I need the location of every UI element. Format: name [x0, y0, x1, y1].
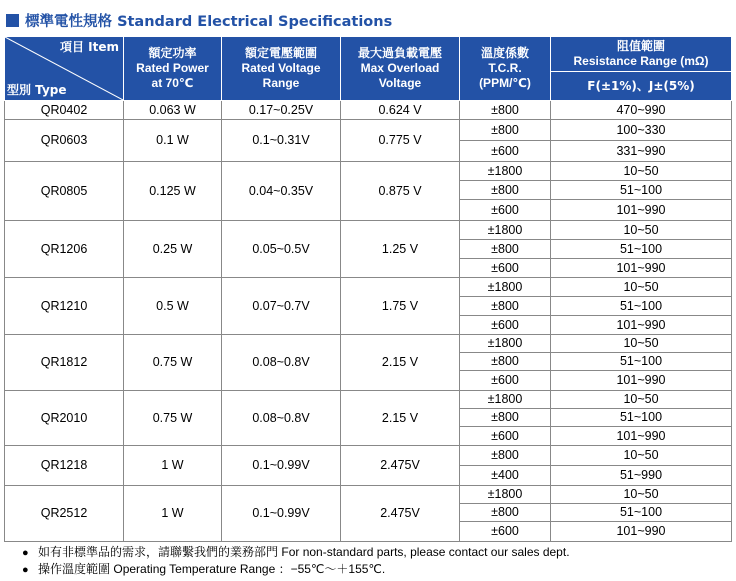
voltage-cell: 0.05~0.5V: [222, 221, 341, 278]
overload-cell: 2.475V: [341, 446, 460, 486]
power-cell: 0.25 W: [124, 221, 222, 278]
voltage-cell: 0.1~0.31V: [222, 120, 341, 162]
tcr-cell: ±1800: [460, 335, 551, 353]
resistance-cell: 101~990: [551, 371, 732, 391]
table-row: [5, 162, 732, 181]
resistance-cell: 10~50: [551, 486, 732, 504]
tcr-cell: ±1800: [460, 221, 551, 240]
resistance-cell: 10~50: [551, 446, 732, 466]
table-row: [5, 221, 732, 240]
tcr-cell: ±800: [460, 446, 551, 466]
voltage-cell: 0.1~0.99V: [222, 486, 341, 542]
header-type-label: 型別 Type: [7, 83, 67, 97]
resistance-cell: 51~990: [551, 466, 732, 486]
resistance-cell: 10~50: [551, 162, 732, 181]
voltage-cell: 0.04~0.35V: [222, 162, 341, 221]
table-row: [5, 391, 732, 409]
header-resistance-tolerance: F(±1%)、J±(5%): [551, 72, 732, 101]
overload-cell: 0.775 V: [341, 120, 460, 162]
tcr-cell: ±600: [460, 371, 551, 391]
power-cell: 0.1 W: [124, 120, 222, 162]
tcr-cell: ±600: [460, 200, 551, 221]
title-cn: 標準電性規格: [25, 14, 112, 30]
header-rated-power: 額定功率 Rated Power at 70℃: [124, 37, 222, 101]
tcr-cell: ±800: [460, 181, 551, 200]
overload-cell: 1.25 V: [341, 221, 460, 278]
voltage-cell: 0.08~0.8V: [222, 335, 341, 391]
header-rated-voltage: 額定電壓範圍 Rated Voltage Range: [222, 37, 341, 101]
tcr-cell: ±1800: [460, 162, 551, 181]
header-tcr: 溫度係數 T.C.R. (PPM/℃): [460, 37, 551, 101]
resistance-cell: 51~100: [551, 504, 732, 522]
power-cell: 1 W: [124, 446, 222, 486]
type-cell: QR2512: [5, 486, 124, 542]
tcr-cell: ±1800: [460, 486, 551, 504]
overload-cell: 1.75 V: [341, 278, 460, 335]
voltage-cell: 0.08~0.8V: [222, 391, 341, 446]
bullet-icon: ●: [22, 564, 29, 576]
resistance-cell: 51~100: [551, 409, 732, 427]
voltage-cell: 0.1~0.99V: [222, 446, 341, 486]
power-cell: 0.75 W: [124, 391, 222, 446]
footnotes: [22, 544, 570, 578]
type-cell: QR0603: [5, 120, 124, 162]
tcr-cell: ±800: [460, 120, 551, 141]
table-row: [5, 101, 732, 120]
resistance-cell: 101~990: [551, 522, 732, 542]
title-en: Standard Electrical Specifications: [117, 14, 393, 30]
resistance-cell: 101~990: [551, 427, 732, 446]
type-cell: QR1210: [5, 278, 124, 335]
resistance-cell: 331~990: [551, 141, 732, 162]
overload-cell: 2.15 V: [341, 391, 460, 446]
type-cell: QR1812: [5, 335, 124, 391]
tcr-cell: ±800: [460, 504, 551, 522]
tcr-cell: ±600: [460, 259, 551, 278]
resistance-cell: 51~100: [551, 297, 732, 316]
power-cell: 0.125 W: [124, 162, 222, 221]
resistance-cell: 10~50: [551, 278, 732, 297]
title-square-icon: [6, 14, 19, 27]
type-cell: QR0805: [5, 162, 124, 221]
note-item: ● 如有非標準品的需求，請聯繫我們的業務部門 For non-standard parts, please contact our sales dept.: [22, 545, 570, 559]
resistance-cell: 10~50: [551, 221, 732, 240]
resistance-cell: 10~50: [551, 335, 732, 353]
type-cell: QR1206: [5, 221, 124, 278]
type-cell: QR1218: [5, 446, 124, 486]
resistance-cell: 101~990: [551, 200, 732, 221]
tcr-cell: ±800: [460, 353, 551, 371]
table-row: [5, 335, 732, 353]
table-row: [5, 446, 732, 466]
spec-table-body: [5, 101, 732, 542]
resistance-cell: 100~330: [551, 120, 732, 141]
table-row: [5, 486, 732, 504]
power-cell: 1 W: [124, 486, 222, 542]
tcr-cell: ±600: [460, 427, 551, 446]
resistance-cell: 10~50: [551, 391, 732, 409]
tcr-cell: ±400: [460, 466, 551, 486]
bullet-icon: ●: [22, 547, 29, 559]
resistance-cell: 51~100: [551, 181, 732, 200]
type-cell: QR0402: [5, 101, 124, 120]
header-max-overload: 最大過負載電壓 Max Overload Voltage: [341, 37, 460, 101]
tcr-cell: ±1800: [460, 391, 551, 409]
power-cell: 0.75 W: [124, 335, 222, 391]
type-cell: QR2010: [5, 391, 124, 446]
table-row: [5, 278, 732, 297]
power-cell: 0.063 W: [124, 101, 222, 120]
tcr-cell: ±800: [460, 297, 551, 316]
tcr-cell: ±600: [460, 522, 551, 542]
resistance-cell: 51~100: [551, 240, 732, 259]
overload-cell: 0.624 V: [341, 101, 460, 120]
overload-cell: 2.475V: [341, 486, 460, 542]
resistance-cell: 470~990: [551, 101, 732, 120]
tcr-cell: ±800: [460, 240, 551, 259]
voltage-cell: 0.17~0.25V: [222, 101, 341, 120]
header-item-label: 項目 Item: [59, 40, 119, 54]
tcr-cell: ±800: [460, 101, 551, 120]
header-resistance: 阻值範圍 Resistance Range (mΩ): [551, 37, 732, 72]
tcr-cell: ±1800: [460, 278, 551, 297]
tcr-cell: ±600: [460, 316, 551, 335]
resistance-cell: 101~990: [551, 316, 732, 335]
tcr-cell: ±600: [460, 141, 551, 162]
tcr-cell: ±800: [460, 409, 551, 427]
table-row: [5, 120, 732, 141]
voltage-cell: 0.07~0.7V: [222, 278, 341, 335]
resistance-cell: 101~990: [551, 259, 732, 278]
overload-cell: 2.15 V: [341, 335, 460, 391]
page-title: [6, 11, 392, 33]
header-corner: [5, 37, 124, 101]
power-cell: 0.5 W: [124, 278, 222, 335]
spec-table: [4, 36, 732, 542]
resistance-cell: 51~100: [551, 353, 732, 371]
overload-cell: 0.875 V: [341, 162, 460, 221]
note-item: ● 操作溫度範圍 Operating Temperature Range ：−55℃～＋155℃.: [22, 562, 386, 576]
